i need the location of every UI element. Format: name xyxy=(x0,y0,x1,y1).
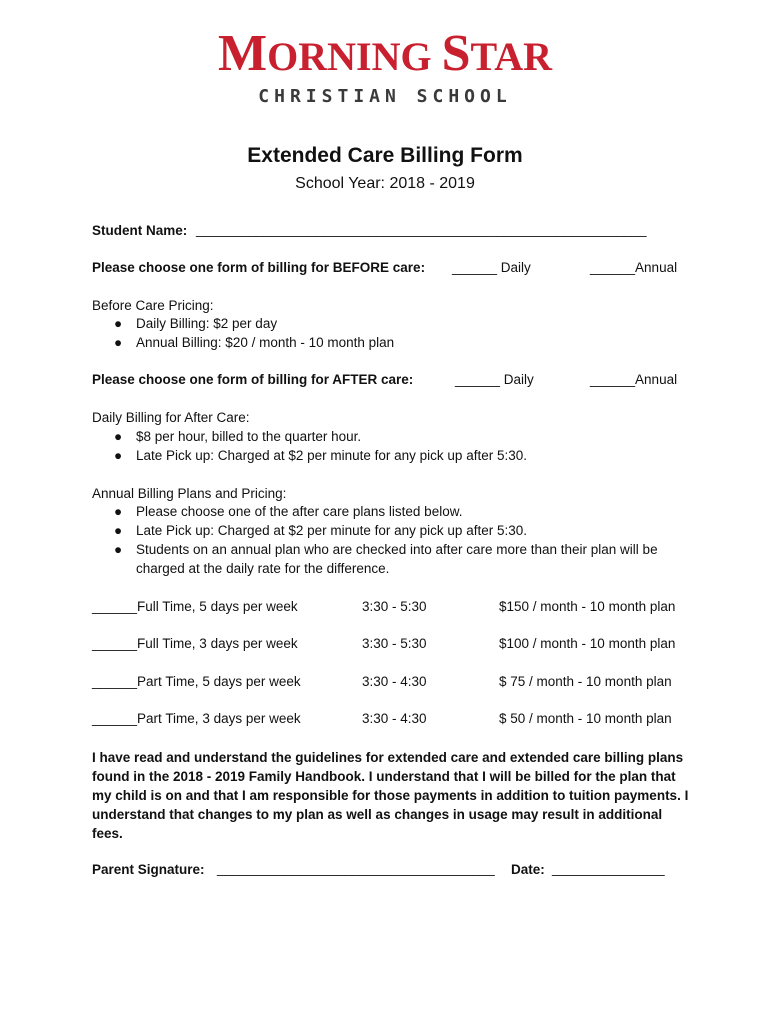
date-field[interactable]: _______________ xyxy=(552,861,665,876)
list-item: ● Daily Billing: $2 per day xyxy=(114,316,278,331)
plan-time: 3:30 - 4:30 xyxy=(362,674,427,689)
list-item: ● Students on an annual plan who are checked into after care more than their plan will be xyxy=(114,542,658,557)
annual-heading: Annual Billing Plans and Pricing: xyxy=(92,486,287,501)
school-logo xyxy=(0,25,770,107)
after-daily-option[interactable]: ______ Daily xyxy=(455,372,534,387)
student-name-field[interactable]: ____________________________________________________________ xyxy=(196,222,647,237)
daily-after-heading: Daily Billing for After Care: xyxy=(92,410,250,425)
plan-price: $ 50 / month - 10 month plan xyxy=(499,711,672,726)
after-annual-option[interactable]: ______Annual xyxy=(590,372,678,387)
plan-time: 3:30 - 4:30 xyxy=(362,711,427,726)
plan-price: $ 75 / month - 10 month plan xyxy=(499,674,672,689)
list-item: ● Late Pick up: Charged at $2 per minute for any pick up after 5:30. xyxy=(114,523,527,538)
after-care-label: Please choose one form of billing for AFTER care: xyxy=(92,372,414,387)
before-pricing-heading: Before Care Pricing: xyxy=(92,298,214,313)
acknowledgement-text: I have read and understand the guidelines for extended care and extended care billing plans found in the 2018 - 2019 Family Handbook. I understand that I will be billed for the plan that my child is on and that I am responsible for those payments in addition to tuition payments. I understand that changes to my plan as well as changes in usage may result in additional fees. xyxy=(92,750,689,841)
plan-option[interactable]: ______Full Time, 5 days per week xyxy=(92,599,298,614)
plan-option[interactable]: ______Full Time, 3 days per week xyxy=(92,636,298,651)
list-item: ● Late Pick up: Charged at $2 per minute for any pick up after 5:30. xyxy=(114,448,527,463)
school-year: School Year: 2018 - 2019 xyxy=(295,175,475,192)
plan-option[interactable]: ______Part Time, 3 days per week xyxy=(92,711,301,726)
logo-subtitle: CHRISTIAN SCHOOL xyxy=(258,86,512,107)
date-label: Date: xyxy=(511,862,545,877)
list-item-continued: charged at the daily rate for the difference. xyxy=(136,561,390,576)
student-name-label: Student Name: xyxy=(92,223,188,238)
before-daily-option[interactable]: ______ Daily xyxy=(452,260,531,275)
before-annual-option[interactable]: ______Annual xyxy=(590,260,678,275)
plan-price: $100 / month - 10 month plan xyxy=(499,636,676,651)
list-item: ● $8 per hour, billed to the quarter hour. xyxy=(114,429,362,444)
logo-wordmark: MORNING STAR xyxy=(218,25,552,82)
signature-field[interactable]: _____________________________________ xyxy=(217,861,495,876)
form-title: Extended Care Billing Form xyxy=(247,144,523,167)
plan-time: 3:30 - 5:30 xyxy=(362,599,427,614)
before-care-label: Please choose one form of billing for BEFORE care: xyxy=(92,260,426,275)
plan-price: $150 / month - 10 month plan xyxy=(499,599,676,614)
signature-label: Parent Signature: xyxy=(92,862,205,877)
plan-time: 3:30 - 5:30 xyxy=(362,636,427,651)
list-item: ● Please choose one of the after care plans listed below. xyxy=(114,504,463,519)
plan-option[interactable]: ______Part Time, 5 days per week xyxy=(92,674,301,689)
list-item: ● Annual Billing: $20 / month - 10 month plan xyxy=(114,335,395,350)
